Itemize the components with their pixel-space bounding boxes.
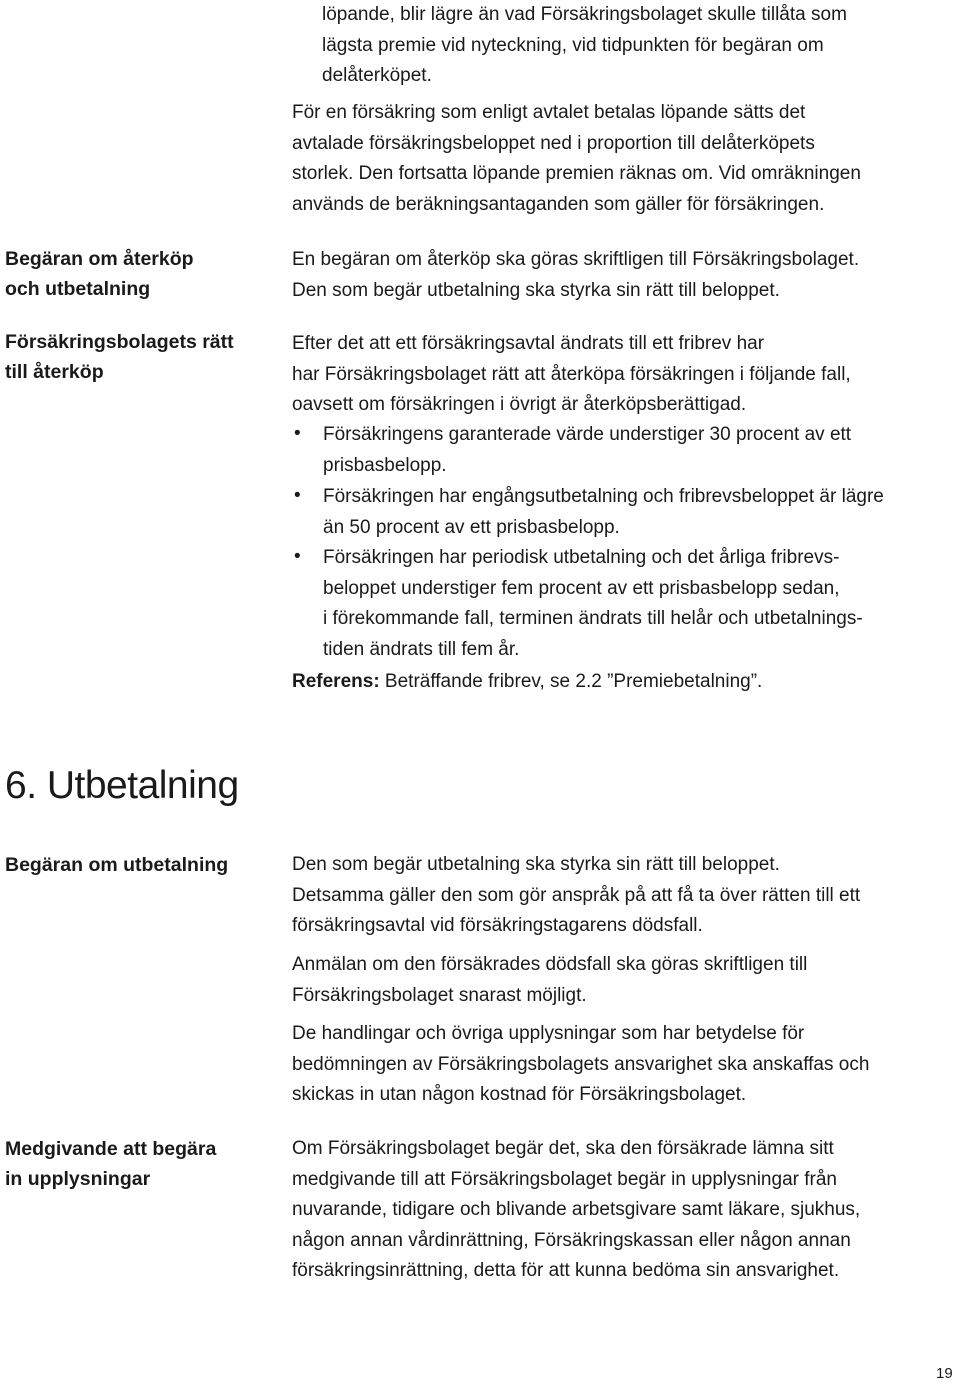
medgivande-paragraph (292, 1134, 932, 1287)
text-line: De handlingar och övriga upplysningar som har betydelse för (292, 1023, 805, 1044)
text-line: Den som begär utbetalning ska styrka sin rätt till beloppet. (292, 279, 780, 301)
text-line: oavsett om försäkringen i övrigt är återköpsberättigad. (292, 394, 747, 415)
text-line: beloppet understiger fem procent av ett prisbasbelopp sedan, (323, 577, 840, 599)
side-heading-medgivande (5, 1134, 265, 1194)
list-item (292, 482, 932, 543)
text-line: tiden ändrats till fem år. (323, 638, 520, 660)
text-line: storlek. Den fortsatta löpande premien räknas om. Vid omräkningen (292, 163, 861, 184)
text-line: Detsamma gäller den som gör anspråk på att få ta över rätten till ett (292, 884, 861, 906)
text-line: löpande, blir lägre än vad Försäkringsbolaget skulle tillåta som (322, 4, 847, 25)
side-heading-line: Begäran om återköp (5, 248, 194, 270)
text-line: skickas in utan någon kostnad för Försäkringsbolaget. (292, 1084, 747, 1105)
handlingar-paragraph (292, 1019, 932, 1111)
text-line: prisbasbelopp. (323, 454, 447, 476)
list-item (292, 543, 932, 665)
section-heading: 6. Utbetalning (5, 764, 239, 807)
text-line: lägsta premie vid nyteckning, vid tidpunkten för begäran om (322, 34, 824, 56)
side-heading-line: och utbetalning (5, 278, 151, 300)
text-line: i förekommande fall, terminen ändrats till helår och utbetalnings- (323, 608, 863, 629)
text-line: medgivande till att Försäkringsbolaget begär in upplysningar från (292, 1168, 837, 1190)
side-heading-line: in upplysningar (5, 1168, 151, 1190)
bullet-icon: • (294, 485, 301, 506)
aterkop-request-paragraph (292, 245, 932, 306)
side-heading-aterkop (5, 244, 265, 304)
reference-text: Beträffande fribrev, se 2.2 ”Premiebetalning”. (379, 671, 763, 692)
text-line: används de beräkningsantaganden som gäller för försäkringen. (292, 193, 825, 215)
text-line: delåterköpet. (322, 65, 432, 86)
page-number: 19 (936, 1365, 953, 1382)
bullet-icon: • (294, 423, 301, 444)
side-heading-line: Begäran om utbetalning (5, 854, 229, 876)
text-line: någon annan vårdinrättning, Försäkringskassan eller någon annan (292, 1229, 851, 1251)
text-line: har Försäkringsbolaget rätt att återköpa försäkringen i följande fall, (292, 363, 851, 385)
utbetalning-paragraph (292, 850, 932, 942)
text-line: En begäran om återköp ska göras skriftligen till Försäkringsbolaget. (292, 249, 860, 270)
text-line: än 50 procent av ett prisbasbelopp. (323, 516, 620, 538)
text-line: Om Försäkringsbolaget begär det, ska den försäkrade lämna sitt (292, 1138, 834, 1159)
text-line: försäkringsavtal vid försäkringstagarens dödsfall. (292, 915, 703, 936)
text-line: Efter det att ett försäkringsavtal ändrats till ett fribrev har (292, 333, 765, 354)
text-line: Försäkringsbolaget snarast möjligt. (292, 984, 587, 1006)
text-line: Den som begär utbetalning ska styrka sin rätt till beloppet. (292, 854, 780, 875)
text-line: försäkringsinrättning, detta för att kunna bedöma sin ansvarighet. (292, 1260, 840, 1281)
side-heading-ratt-till-aterkop (5, 327, 265, 387)
text-line: Försäkringens garanterade värde understiger 30 procent av ett (323, 424, 852, 445)
text-line: Anmälan om den försäkrades dödsfall ska göras skriftligen till (292, 954, 808, 975)
text-line: bedömningen av Försäkringsbolagets ansvarighet ska anskaffas och (292, 1053, 870, 1075)
text-line: nuvarande, tidigare och blivande arbetsgivare samt läkare, sjukhus, (292, 1199, 861, 1220)
dodsfall-paragraph (292, 950, 932, 1011)
list-item (292, 420, 932, 481)
text-line: Försäkringen har periodisk utbetalning och det årliga fribrevs- (323, 547, 840, 568)
text-line: avtalade försäkringsbeloppet ned i proportion till delåterköpets (292, 132, 815, 154)
reference-line (292, 667, 932, 698)
side-heading-line: Försäkringsbolagets rätt (5, 331, 234, 353)
bullet-icon: • (294, 546, 301, 567)
delaterkop-paragraph (292, 98, 932, 220)
text-line: Försäkringen har engångsutbetalning och fribrevsbeloppet är lägre (323, 486, 884, 507)
aterkop-rights-paragraph (292, 329, 932, 421)
side-heading-line: Medgivande att begära (5, 1138, 217, 1160)
side-heading-utbetalning (5, 850, 265, 880)
top-continuation-paragraph (322, 0, 922, 92)
reference-label: Referens: (292, 671, 380, 692)
text-line: För en försäkring som enligt avtalet betalas löpande sätts det (292, 102, 806, 123)
side-heading-line: till återköp (5, 361, 104, 383)
